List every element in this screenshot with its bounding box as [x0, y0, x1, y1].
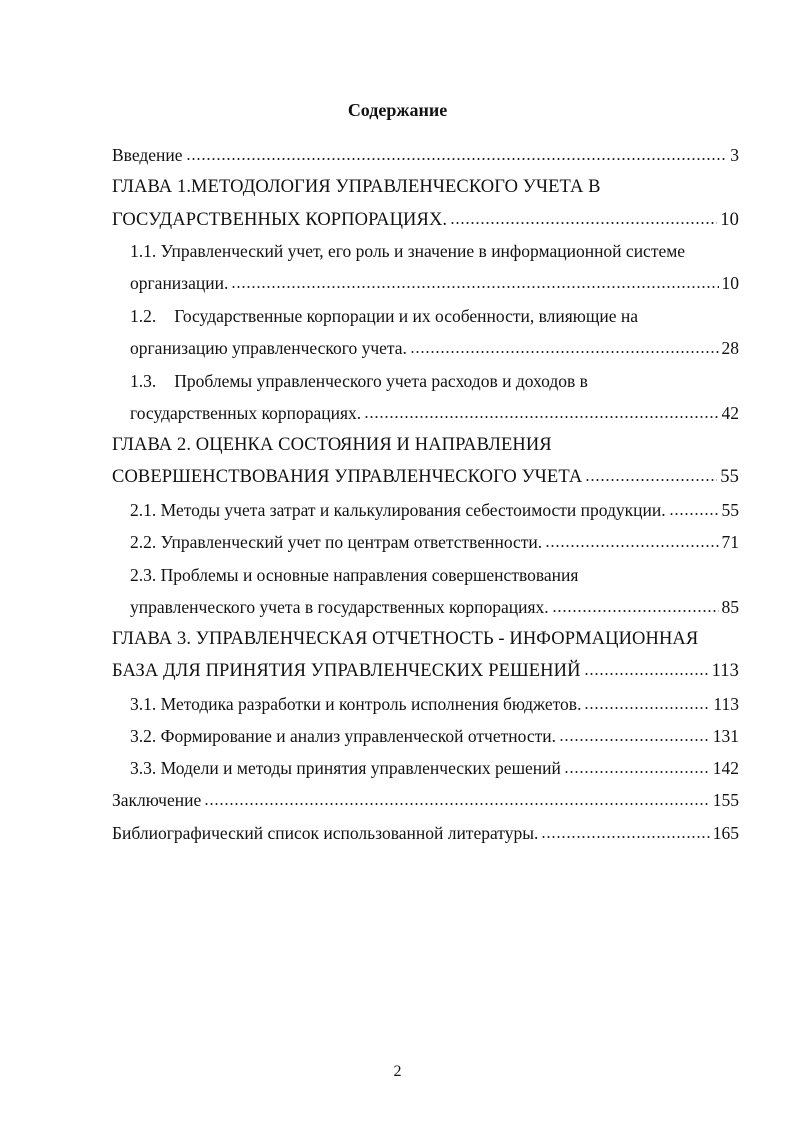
dot-leader: [364, 405, 718, 419]
toc-entry-page: 10: [720, 210, 739, 230]
dot-leader: [450, 211, 717, 225]
toc-chapter-3[interactable]: [112, 660, 739, 682]
toc-entry-title: организации.: [130, 273, 229, 293]
toc-entry-title: 2.3. Проблемы и основные направления совершенствования: [130, 565, 579, 585]
dot-leader: [559, 728, 710, 742]
toc-entry-page: 131: [712, 726, 739, 746]
toc-entry-page: 42: [721, 403, 739, 423]
toc-chapter-1[interactable]: [112, 209, 739, 231]
dot-leader: [541, 825, 709, 839]
toc-entry-title: организацию управленческого учета.: [130, 338, 407, 358]
toc-entry-title: государственных корпорациях.: [130, 403, 362, 423]
toc-entry-page: 165: [712, 823, 739, 843]
toc-entry-title: 3.3. Модели и методы принятия управленческих решений: [130, 758, 561, 778]
toc-entry-title: 1.1. Управленческий учет, его роль и значение в информационной системе: [130, 241, 686, 261]
toc-chapter-2[interactable]: [112, 466, 739, 488]
toc-entry-page: 85: [721, 597, 739, 617]
toc-entry-introduction[interactable]: [112, 144, 739, 166]
toc-entry-page: 155: [712, 790, 739, 810]
toc-entry-title: Библиографический список использованной литературы.: [112, 823, 539, 843]
toc-entry-page: 3: [730, 145, 739, 165]
toc-entry-title: ГЛАВА 3. УПРАВЛЕНЧЕСКАЯ ОТЧЕТНОСТЬ - ИНФОРМАЦИОННАЯ: [112, 629, 699, 649]
toc-section-2-1[interactable]: [130, 499, 739, 521]
dot-leader: [552, 599, 719, 613]
toc-entry-bibliography[interactable]: [112, 822, 739, 844]
toc-section-3-1[interactable]: [130, 693, 739, 715]
toc-entry-page: 113: [711, 661, 739, 681]
toc-entry-title: БАЗА ДЛЯ ПРИНЯТИЯ УПРАВЛЕНЧЕСКИХ РЕШЕНИЙ: [112, 661, 581, 681]
toc-section-1-3[interactable]: [130, 402, 739, 424]
toc-entry-title: ГОСУДАРСТВЕННЫХ КОРПОРАЦИЯХ.: [112, 210, 448, 230]
toc-section-1-2[interactable]: [130, 337, 739, 359]
dot-leader: [584, 662, 709, 676]
toc-chapter-2-heading[interactable]: [112, 434, 739, 456]
toc-section-2-3-heading[interactable]: [130, 564, 739, 586]
toc-entry-page: 55: [720, 467, 739, 487]
dot-leader: [545, 534, 718, 548]
toc-entry-title: ГЛАВА 1.МЕТОДОЛОГИЯ УПРАВЛЕНЧЕСКОГО УЧЕТА В: [112, 177, 601, 197]
page-number: 2: [393, 1063, 402, 1080]
toc-entry-title: Проблемы управленческого учета расходов и доходов в: [174, 371, 588, 391]
toc-entry-title: 2.1. Методы учета затрат и калькулирования себестоимости продукции.: [130, 500, 666, 520]
toc-section-3-3[interactable]: [130, 757, 739, 779]
toc-entry-title: Заключение: [112, 790, 202, 810]
dot-leader: [584, 696, 710, 710]
toc-entry-page: 28: [721, 338, 739, 358]
toc-entry-title: 2.2. Управленческий учет по центрам ответственности.: [130, 532, 543, 552]
toc-section-1-3-heading[interactable]: [130, 370, 739, 392]
dot-leader: [669, 502, 719, 516]
toc-section-1-1-heading[interactable]: [130, 240, 739, 262]
toc-entry-title: ГЛАВА 2. ОЦЕНКА СОСТОЯНИЯ И НАПРАВЛЕНИЯ: [112, 435, 552, 455]
toc-entry-title: управленческого учета в государственных корпорациях.: [130, 597, 549, 617]
toc-entry-number: 1.2.: [130, 306, 157, 326]
toc-chapter-3-heading[interactable]: [112, 628, 739, 650]
toc-chapter-1-heading[interactable]: [112, 176, 739, 198]
toc-section-2-3[interactable]: [130, 596, 739, 618]
toc-entry-title: 3.2. Формирование и анализ управленческой отчетности.: [130, 726, 556, 746]
toc-entry-page: 71: [721, 532, 739, 552]
toc-section-3-2[interactable]: [130, 725, 739, 747]
toc-entry-title: Государственные корпорации и их особенности, влияющие на: [174, 306, 638, 326]
toc-section-1-2-heading[interactable]: [130, 305, 739, 327]
toc-entry-page: 113: [713, 694, 739, 714]
dot-leader: [585, 468, 717, 482]
dot-leader: [231, 275, 718, 289]
toc-entry-conclusion[interactable]: [112, 789, 739, 811]
toc-section-2-2[interactable]: [130, 531, 739, 553]
toc-entry-title: 3.1. Методика разработки и контроль исполнения бюджетов.: [130, 694, 582, 714]
toc-entry-number: 1.3.: [130, 371, 157, 391]
dot-leader: [204, 792, 710, 806]
dot-leader: [410, 340, 719, 354]
toc-section-1-1[interactable]: [130, 272, 739, 294]
page-title: Содержание: [347, 100, 448, 120]
dot-leader: [564, 760, 710, 774]
dot-leader: [186, 147, 728, 161]
toc-entry-title: СОВЕРШЕНСТВОВАНИЯ УПРАВЛЕНЧЕСКОГО УЧЕТА: [112, 467, 583, 487]
toc-entry-page: 10: [721, 273, 739, 293]
toc-entry-page: 55: [721, 500, 739, 520]
toc-entry-page: 142: [712, 758, 739, 778]
toc-entry-title: Введение: [112, 145, 183, 165]
